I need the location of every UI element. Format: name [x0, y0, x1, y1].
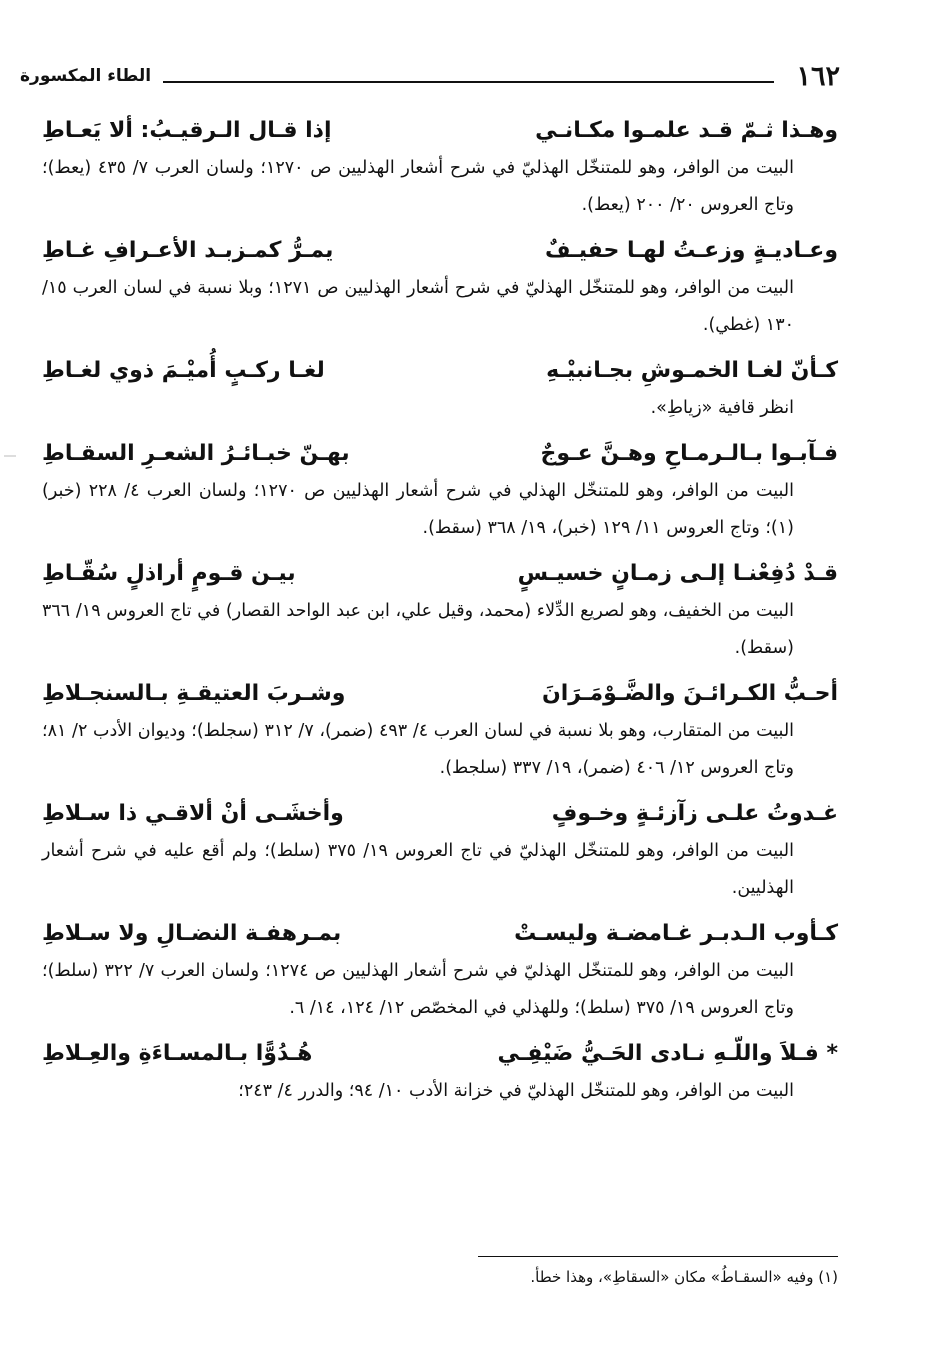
verse-second-hemistich: يمـرُّ كمـزبـد الأعـرافِ غـاطِ: [42, 238, 334, 263]
verse-second-hemistich: بمـرهفـة النضـالِ ولا سـلاطِ: [42, 921, 342, 946]
verse-first-hemistich: وعـاديـةٍ وزعـتُ لهـا حفيـفٌ: [544, 238, 838, 263]
verse: [42, 234, 838, 268]
entry: [42, 917, 838, 1027]
verse-first-hemistich: وهـذا ثـمّ قـد علمـوا مكـانـي: [535, 118, 838, 143]
entry: [42, 677, 838, 787]
entry: [42, 234, 838, 344]
verse-second-hemistich: بيـن قـومٍ أراذلٍ سُقّـاطِ: [42, 561, 296, 586]
verse-first-hemistich: قـدْ دُفِعْنـا إلـى زمـانٍ خسيـسٍ: [517, 561, 838, 586]
verse-note: البيت من المتقارب، وهو بلا نسبة في لسان العرب ٤/ ٤٩٣ (ضمر)، ٧/ ٣١٢ (سجلط)؛ وديوان الأدب ٢/ ٨١؛ وتاج العروس ١٢/ ٤٠٦ (ضمر)، ١٩/ ٣٣٧ (سلجط).: [42, 721, 795, 778]
verse: [42, 917, 838, 951]
entry: [42, 557, 838, 667]
verse-second-hemistich: وأخشَـى أنْ ألاقـي ذا سـلاطِ: [42, 801, 344, 826]
margin-mark: [4, 455, 16, 457]
verse-second-hemistich: لغـا ركـبٍ أُميْـمَ ذوي لغـاطِ: [42, 358, 325, 383]
verse-first-hemistich: فـآبـوا بـالـرمـاحِ وهـنَّ عـوجٌ: [540, 441, 838, 466]
verse-note: البيت من الوافر، وهو للمتنخّل الهذليّ في شرح أشعار الهذليين ص ١٢٧٠؛ ولسان العرب ٧/ ٤٣٥ (يعط)؛ وتاج العروس ٢٠/ ٢٠٠ (يعط).: [42, 158, 794, 215]
verse: [42, 354, 838, 388]
verse-first-hemistich: كـأنّ لغـا الخمـوشِ بجـانبيْـهِ: [546, 358, 838, 383]
verse-note: البيت من الخفيف، وهو لصريع الدِّلاء (محمد، وقيل علي، ابن عبد الواحد القصار) في تاج العروس ١٩/ ٣٦٦ (سقط).: [42, 601, 794, 658]
entry: [42, 354, 838, 427]
verse-note: البيت من الوافر، وهو للمتنخّل الهذلي في شرح أشعار الهذليين ص ١٢٧٠؛ ولسان العرب ٤/ ٢٢٨ (خبر) (١)؛ وتاج العروس ١١/ ١٢٩ (خبر)، ١٩/ ٣٦٨ (سقط).: [42, 481, 794, 538]
verse-second-hemistich: هُـدُوًّا بـالمسـاءَةِ والعِـلاطِ: [42, 1041, 313, 1066]
verse-note: البيت من الوافر، وهو للمتنخّل الهذليّ في شرح أشعار الهذليين ص ١٢٧٤؛ ولسان العرب ٧/ ٣٢٢ (سلط)؛ وتاج العروس ١٩/ ٣٧٥ (سلط)؛ وللهذلي في المخصّص ١٢/ ١٢٤، ١٤/ ٦.: [42, 961, 794, 1018]
verse-first-hemistich: * فـلاَ واللّـهِ نـادى الحَـيُّ ضَيْفِـي: [497, 1041, 838, 1066]
verse-note: البيت من الوافر، وهو للمتنخّل الهذليّ في خزانة الأدب ١٠/ ٩٤؛ والدرر ٤/ ٢٤٣؛: [238, 1081, 794, 1101]
footnote: (١) وفيه «السقـاطُ» مكان «السقاطِ»، وهذا خطأ.: [530, 1268, 838, 1286]
verse: [42, 1037, 838, 1071]
verse-note: البيت من الوافر، وهو للمتنخّل الهذليّ في تاج العروس ١٩/ ٣٧٥ (سلط)؛ ولم أقع عليه في شرح أشعار الهذليين.: [42, 841, 794, 898]
footnote-rule: [478, 1256, 838, 1257]
verse-second-hemistich: بهـنّ خبـائـرُ الشعـرِ السقـاطِ: [42, 441, 350, 466]
verse-note: انظر قافية «زياطِ».: [650, 398, 794, 418]
verse: [42, 677, 838, 711]
page-number: ١٦٢: [796, 60, 840, 92]
header-rule: [163, 81, 774, 83]
entry: [42, 114, 838, 224]
entry: [42, 437, 838, 547]
verse: [42, 114, 838, 148]
verse-note: البيت من الوافر، وهو للمتنخّل الهذليّ في شرح أشعار الهذليين ص ١٢٧١؛ وبلا نسبة في لسان العرب ١٥/ ١٣٠ (غطي).: [42, 278, 794, 335]
entry: [42, 797, 838, 907]
verse-first-hemistich: أحـبُّ الكـرائـنَ والضَّـوْمَـرَانَ: [541, 681, 838, 706]
verse-first-hemistich: كـأوب الـدبـر غـامضـة وليسـتْ: [514, 921, 838, 946]
verse: [42, 437, 838, 471]
verse-second-hemistich: وشـربَ العتيقـةِ بـالسنجـلاطِ: [42, 681, 346, 706]
verse: [42, 797, 838, 831]
section-title: الطاء المكسورة: [20, 66, 152, 86]
page-header: [20, 60, 840, 92]
verse-second-hemistich: إذا قـال الـرقيـبُ: ألا يَعـاطِ: [42, 118, 332, 143]
entries-list: [42, 104, 838, 1110]
verse: [42, 557, 838, 591]
verse-first-hemistich: غـدوتُ علـى زآزئـةٍ وخـوفٍ: [551, 801, 838, 826]
entry: [42, 1037, 838, 1110]
